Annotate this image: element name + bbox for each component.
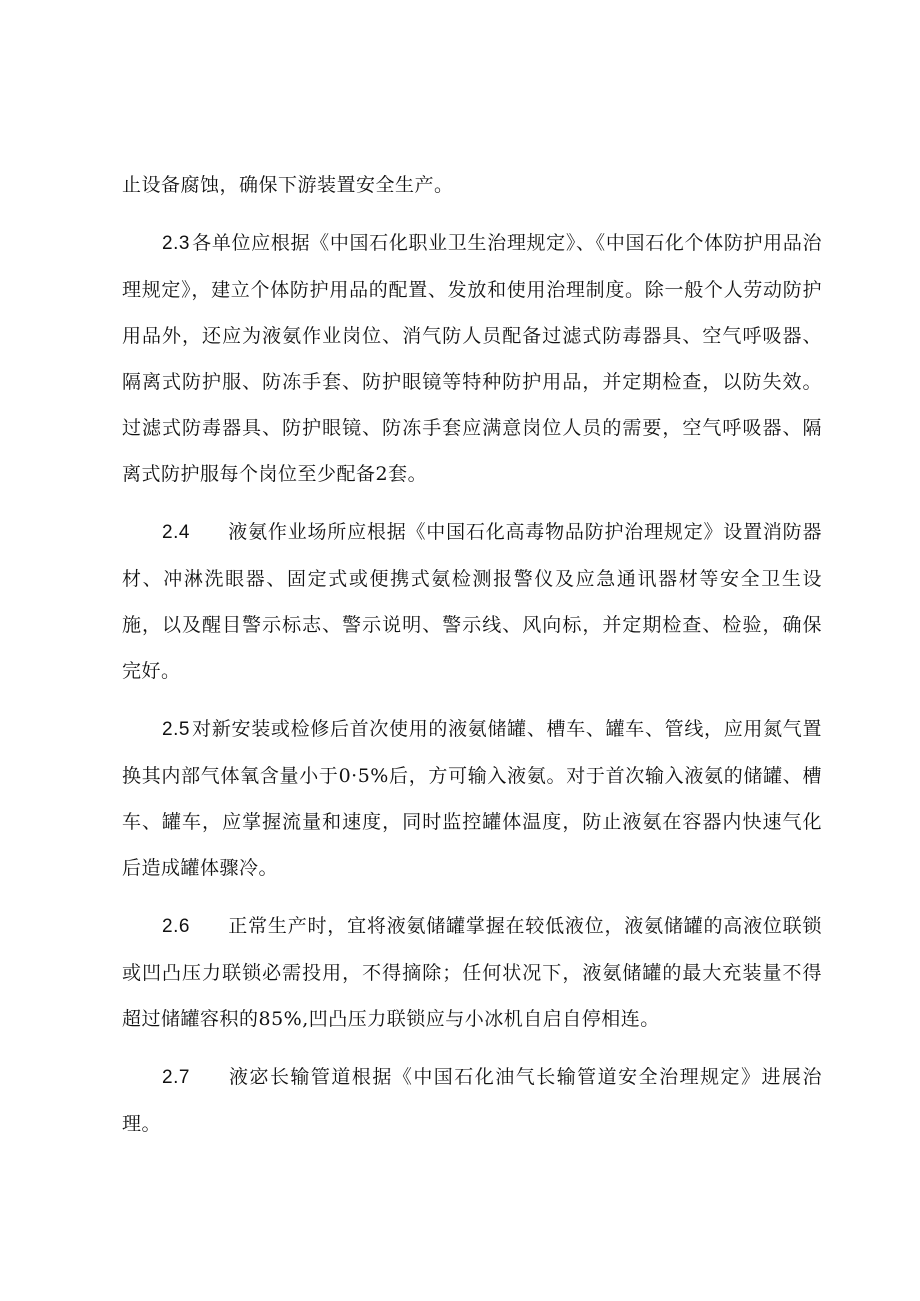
section-number: 2.4 bbox=[162, 522, 190, 543]
section-number: 2.6 bbox=[162, 916, 190, 937]
section-number: 2.3 bbox=[162, 233, 190, 254]
section-number: 2.5 bbox=[162, 719, 190, 740]
paragraph-2-3 bbox=[122, 220, 822, 497]
paragraph-2-6 bbox=[122, 903, 822, 1042]
paragraph-text: 液宓长输管道根据《中国石化油气长输管道安全治理规定》进展治理。 bbox=[122, 1066, 822, 1135]
paragraph-continuation bbox=[122, 162, 822, 208]
paragraph-text: 对新安装或检修后首次使用的液氨储罐、槽车、罐车、管线，应用氮气置换其内部气体氧含量小于0·5%后，方可输入液氨。对于首次输入液氨的储罐、槽车、罐车，应掌握流量和速度，同时监控罐体温度，防止液氨在容器内快速气化后造成罐体骤冷。 bbox=[122, 718, 822, 879]
paragraph-text: 正常生产时，宜将液氨储罐掌握在较低液位，液氨储罐的高液位联锁或凹凸压力联锁必需投用，不得摘除；任何状况下，液氨储罐的最大充装量不得超过储罐容积的85%,凹凸压力联锁应与小冰机自启自停相连。 bbox=[122, 915, 822, 1030]
paragraph-text: 止设备腐蚀，确保下游装置安全生产。 bbox=[122, 174, 454, 196]
paragraph-text: 各单位应根据《中国石化职业卫生治理规定》、《中国石化个体防护用品治理规定》，建立个体防护用品的配置、发放和使用治理制度。除一般个人劳动防护用品外，还应为液氨作业岗位、消气防人员配备过滤式防毒器具、空气呼吸器、隔离式防护服、防冻手套、防护眼镜等特种防护用品，并定期检查，以防失效。过滤式防毒器具、防护眼镜、防冻手套应满意岗位人员的需要，空气呼吸器、隔离式防护服每个岗位至少配备2套。 bbox=[122, 232, 822, 485]
paragraph-2-7 bbox=[122, 1054, 822, 1147]
paragraph-2-4 bbox=[122, 509, 822, 694]
paragraph-text: 液氨作业场所应根据《中国石化高毒物品防护治理规定》设置消防器材、冲淋洗眼器、固定式或便携式氨检测报警仪及应急通讯器材等安全卫生设施，以及醒目警示标志、警示说明、警示线、风向标，并定期检查、检验，确保完好。 bbox=[122, 521, 822, 682]
paragraph-2-5 bbox=[122, 706, 822, 891]
section-number: 2.7 bbox=[162, 1067, 190, 1088]
document-body bbox=[122, 162, 822, 1147]
